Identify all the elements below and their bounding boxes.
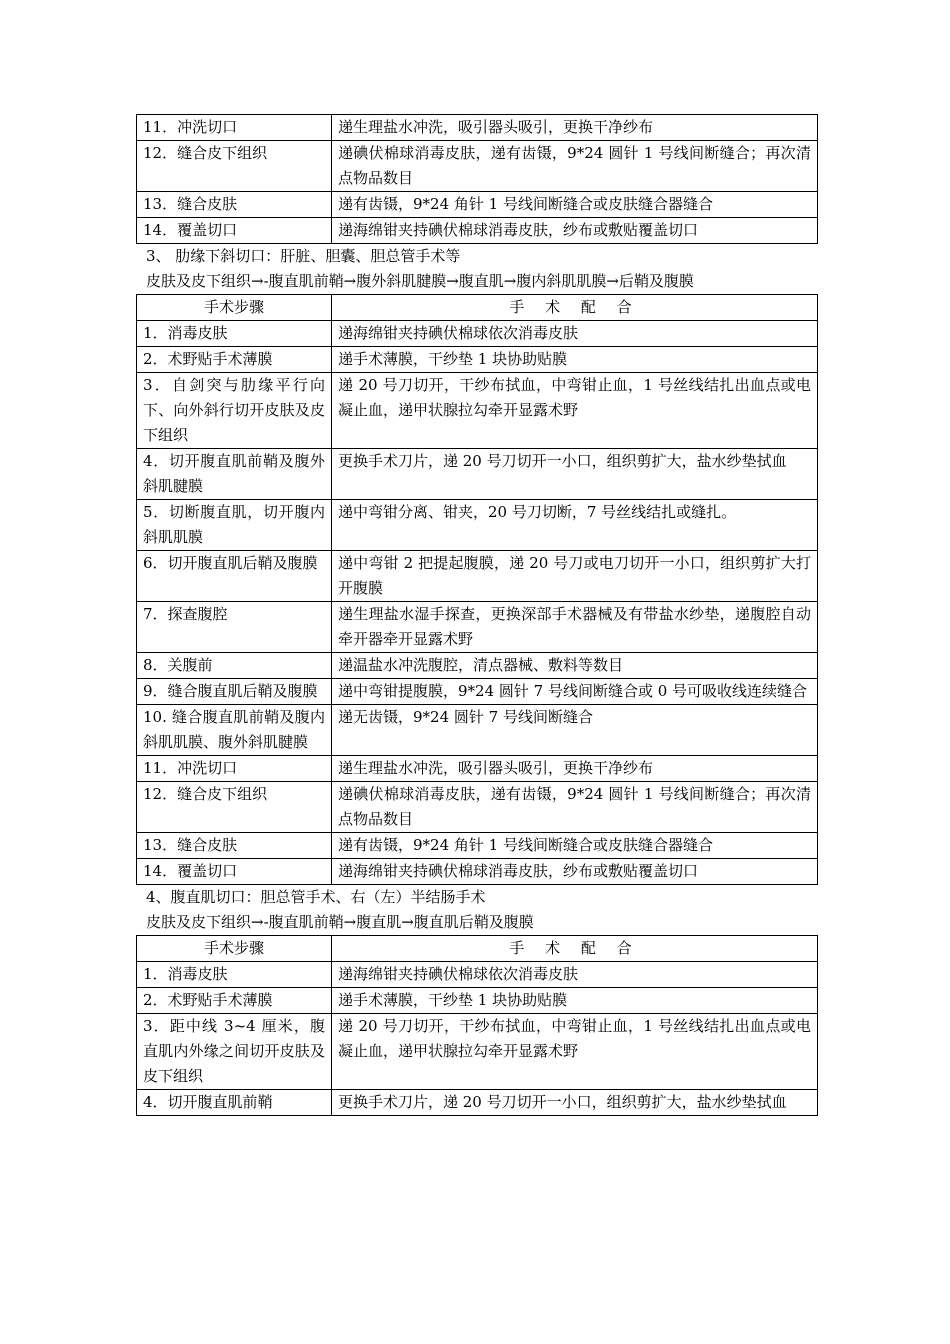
procedure-table-continued <box>136 114 818 244</box>
table-row <box>137 551 818 602</box>
table-row <box>137 321 818 347</box>
table-row <box>137 988 818 1014</box>
table-row <box>137 782 818 833</box>
cooperation-cell: 递中弯钳 2 把提起腹膜，递 20 号刀或电刀切开一小口，组织剪扩大打开腹膜 <box>332 551 818 602</box>
cooperation-cell: 递有齿镊，9*24 角针 1 号线间断缝合或皮肤缝合器缝合 <box>332 833 818 859</box>
step-cell: 8．关腹前 <box>137 653 332 679</box>
step-cell: 4．切开腹直肌前鞘 <box>137 1090 332 1116</box>
table-row <box>137 962 818 988</box>
table-row <box>137 347 818 373</box>
step-cell: 1．消毒皮肤 <box>137 321 332 347</box>
step-cell: 11．冲洗切口 <box>137 115 332 141</box>
cooperation-cell: 更换手术刀片，递 20 号刀切开一小口，组织剪扩大，盐水纱垫拭血 <box>332 449 818 500</box>
cooperation-cell: 递 20 号刀切开，干纱布拭血，中弯钳止血，1 号丝线结扎出血点或电凝止血，递甲状腺拉勾牵开显露术野 <box>332 373 818 449</box>
header-steps: 手术步骤 <box>137 295 332 321</box>
table-row <box>137 1090 818 1116</box>
cooperation-cell: 递海绵钳夹持碘伏棉球消毒皮肤，纱布或敷贴覆盖切口 <box>332 859 818 885</box>
section3-title: 3、 肋缘下斜切口：肝脏、胆囊、胆总管手术等 <box>146 247 461 265</box>
table-row <box>137 218 818 244</box>
section4-layers: 皮肤及皮下组织→-腹直肌前鞘→腹直肌→腹直肌后鞘及腹膜 <box>146 913 534 931</box>
step-cell: 9．缝合腹直肌后鞘及腹膜 <box>137 679 332 705</box>
step-cell: 5．切断腹直肌，切开腹内斜肌肌膜 <box>137 500 332 551</box>
cooperation-cell: 递生理盐水湿手探查，更换深部手术器械及有带盐水纱垫，递腹腔自动牵开器牵开显露术野 <box>332 602 818 653</box>
step-cell: 2．术野贴手术薄膜 <box>137 988 332 1014</box>
step-cell: 14．覆盖切口 <box>137 218 332 244</box>
table-header-row <box>137 295 818 321</box>
cooperation-cell: 递海绵钳夹持碘伏棉球依次消毒皮肤 <box>332 962 818 988</box>
step-cell: 12．缝合皮下组织 <box>137 141 332 192</box>
table-row <box>137 859 818 885</box>
table-header-row <box>137 936 818 962</box>
section4-title: 4、腹直肌切口：胆总管手术、右（左）半结肠手术 <box>146 888 486 906</box>
step-cell: 12．缝合皮下组织 <box>137 782 332 833</box>
step-cell: 11．冲洗切口 <box>137 756 332 782</box>
step-cell: 10. 缝合腹直肌前鞘及腹内斜肌肌膜、腹外斜肌腱膜 <box>137 705 332 756</box>
cooperation-cell: 递温盐水冲洗腹腔，清点器械、敷料等数目 <box>332 653 818 679</box>
step-cell: 7．探查腹腔 <box>137 602 332 653</box>
table-row <box>137 833 818 859</box>
step-cell: 1．消毒皮肤 <box>137 962 332 988</box>
cooperation-cell: 递手术薄膜，干纱垫 1 块协助贴膜 <box>332 988 818 1014</box>
section3-table <box>136 294 818 885</box>
section3-layers: 皮肤及皮下组织→-腹直肌前鞘→腹外斜肌腱膜→腹直肌→腹内斜肌肌膜→后鞘及腹膜 <box>146 272 694 290</box>
cooperation-cell: 递海绵钳夹持碘伏棉球依次消毒皮肤 <box>332 321 818 347</box>
cooperation-cell: 递 20 号刀切开，干纱布拭血，中弯钳止血，1 号丝线结扎出血点或电凝止血，递甲状腺拉勾牵开显露术野 <box>332 1014 818 1090</box>
header-cooperation: 手 术 配 合 <box>332 936 818 962</box>
step-cell: 13．缝合皮肤 <box>137 192 332 218</box>
step-cell: 6．切开腹直肌后鞘及腹膜 <box>137 551 332 602</box>
step-cell: 3．自剑突与肋缘平行向下、向外斜行切开皮肤及皮下组织 <box>137 373 332 449</box>
cooperation-cell: 更换手术刀片，递 20 号刀切开一小口，组织剪扩大，盐水纱垫拭血 <box>332 1090 818 1116</box>
cooperation-cell: 递有齿镊，9*24 角针 1 号线间断缝合或皮肤缝合器缝合 <box>332 192 818 218</box>
step-cell: 3．距中线 3~4 厘米，腹直肌内外缘之间切开皮肤及皮下组织 <box>137 1014 332 1090</box>
cooperation-cell: 递生理盐水冲洗，吸引器头吸引，更换干净纱布 <box>332 756 818 782</box>
header-cooperation: 手 术 配 合 <box>332 295 818 321</box>
table-row <box>137 500 818 551</box>
table-row <box>137 373 818 449</box>
cooperation-cell: 递无齿镊，9*24 圆针 7 号线间断缝合 <box>332 705 818 756</box>
cooperation-cell: 递中弯钳分离、钳夹，20 号刀切断，7 号丝线结扎或缝扎。 <box>332 500 818 551</box>
cooperation-cell: 递海绵钳夹持碘伏棉球消毒皮肤，纱布或敷贴覆盖切口 <box>332 218 818 244</box>
cooperation-cell: 递碘伏棉球消毒皮肤，递有齿镊，9*24 圆针 1 号线间断缝合；再次清点物品数目 <box>332 141 818 192</box>
cooperation-cell: 递碘伏棉球消毒皮肤，递有齿镊，9*24 圆针 1 号线间断缝合；再次清点物品数目 <box>332 782 818 833</box>
cooperation-cell: 递手术薄膜，干纱垫 1 块协助贴膜 <box>332 347 818 373</box>
table-row <box>137 705 818 756</box>
table-row <box>137 141 818 192</box>
step-cell: 2．术野贴手术薄膜 <box>137 347 332 373</box>
table-row <box>137 756 818 782</box>
table-row <box>137 1014 818 1090</box>
table-row <box>137 449 818 500</box>
table-row <box>137 602 818 653</box>
document-page <box>136 114 818 1116</box>
header-steps: 手术步骤 <box>137 936 332 962</box>
step-cell: 14．覆盖切口 <box>137 859 332 885</box>
table-row <box>137 653 818 679</box>
table-row <box>137 115 818 141</box>
table-row <box>137 192 818 218</box>
cooperation-cell: 递中弯钳提腹膜，9*24 圆针 7 号线间断缝合或 0 号可吸收线连续缝合 <box>332 679 818 705</box>
section4-table <box>136 935 818 1116</box>
cooperation-cell: 递生理盐水冲洗，吸引器头吸引，更换干净纱布 <box>332 115 818 141</box>
step-cell: 13．缝合皮肤 <box>137 833 332 859</box>
table-row <box>137 679 818 705</box>
step-cell: 4．切开腹直肌前鞘及腹外斜肌腱膜 <box>137 449 332 500</box>
